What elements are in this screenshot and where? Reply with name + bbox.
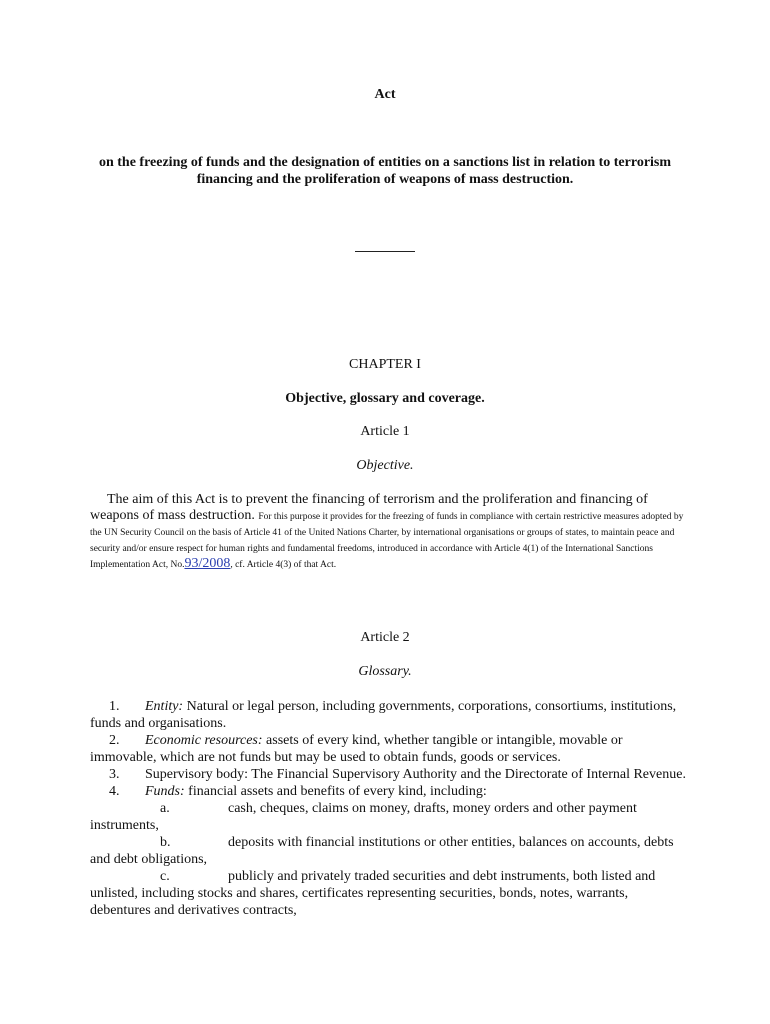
sub-item-letter: a.	[160, 801, 170, 816]
sub-item-text: publicly and privately traded securities and debt instruments, both listed and unlisted, including stocks and shares, certificates representing securities, bonds, notes, warrants, debentures and derivatives contracts,	[90, 869, 656, 918]
item-number: 4.	[109, 784, 120, 799]
document-subtitle: on the freezing of funds and the designation of entities on a sanctions list in relation to terrorism financing and the proliferation of weapons of mass destruction.	[98, 155, 672, 187]
article-2-label: Article 2	[360, 630, 410, 645]
item-term: Entity:	[145, 699, 184, 714]
item-number: 2.	[109, 733, 120, 748]
article-1-paragraph	[90, 492, 690, 572]
item-text: assets of every kind, whether tangible or intangible, movable or immovable, which are not funds but may be used to obtain funds, goods or services.	[90, 733, 623, 765]
list-item	[90, 732, 690, 766]
sub-item-letter: b.	[160, 835, 171, 850]
title-divider	[355, 251, 415, 252]
list-item	[90, 783, 690, 800]
sub-list-item	[90, 834, 690, 868]
sub-item-text: cash, cheques, claims on money, drafts, money orders and other payment instruments,	[90, 801, 637, 833]
item-text: financial assets and benefits of every kind, including:	[188, 784, 487, 799]
article-1-text-main: The aim of this Act is to prevent the financing of terrorism and the proliferation and financing of weapons of mass destruction.	[90, 492, 648, 523]
sub-list-item	[90, 800, 690, 834]
item-term: Funds:	[145, 784, 185, 799]
item-term: Economic resources:	[145, 733, 263, 748]
item-number: 3.	[109, 767, 120, 782]
list-item	[90, 698, 690, 732]
article-1-text-small: For this purpose it provides for the freezing of funds in compliance with certain restrictive measures adopted by the UN Security Council on the basis of Article 41 of the United Nations Charter, by international organisations or groups of states, to maintain peace and security and/or ensure respect for human rights and fundamental freedoms, introduced in accordance with Article 4(1) of the International Sanctions Implementation Act, No.	[90, 512, 684, 570]
article-1-text-end: , cf. Article 4(3) of that Act.	[230, 560, 337, 570]
list-item	[90, 766, 690, 783]
sub-list-item	[90, 868, 690, 919]
document-title: Act	[374, 87, 396, 102]
item-number: 1.	[109, 699, 120, 714]
article-1-label: Article 1	[360, 424, 410, 439]
item-text: Natural or legal person, including governments, corporations, consortiums, institutions, funds and organisations.	[90, 699, 677, 731]
article-1-title: Objective.	[356, 458, 414, 473]
article-2-title: Glossary.	[358, 664, 412, 679]
chapter-title: Objective, glossary and coverage.	[285, 391, 485, 406]
chapter-label: CHAPTER I	[349, 357, 421, 372]
glossary-list	[90, 698, 690, 919]
act-reference-link[interactable]: 93/2008	[184, 556, 231, 571]
item-text: Supervisory body: The Financial Supervisory Authority and the Directorate of Internal Revenue.	[145, 767, 686, 782]
sub-item-text: deposits with financial institutions or other entities, balances on accounts, debts and debt obligations,	[90, 835, 674, 867]
sub-item-letter: c.	[160, 869, 170, 884]
